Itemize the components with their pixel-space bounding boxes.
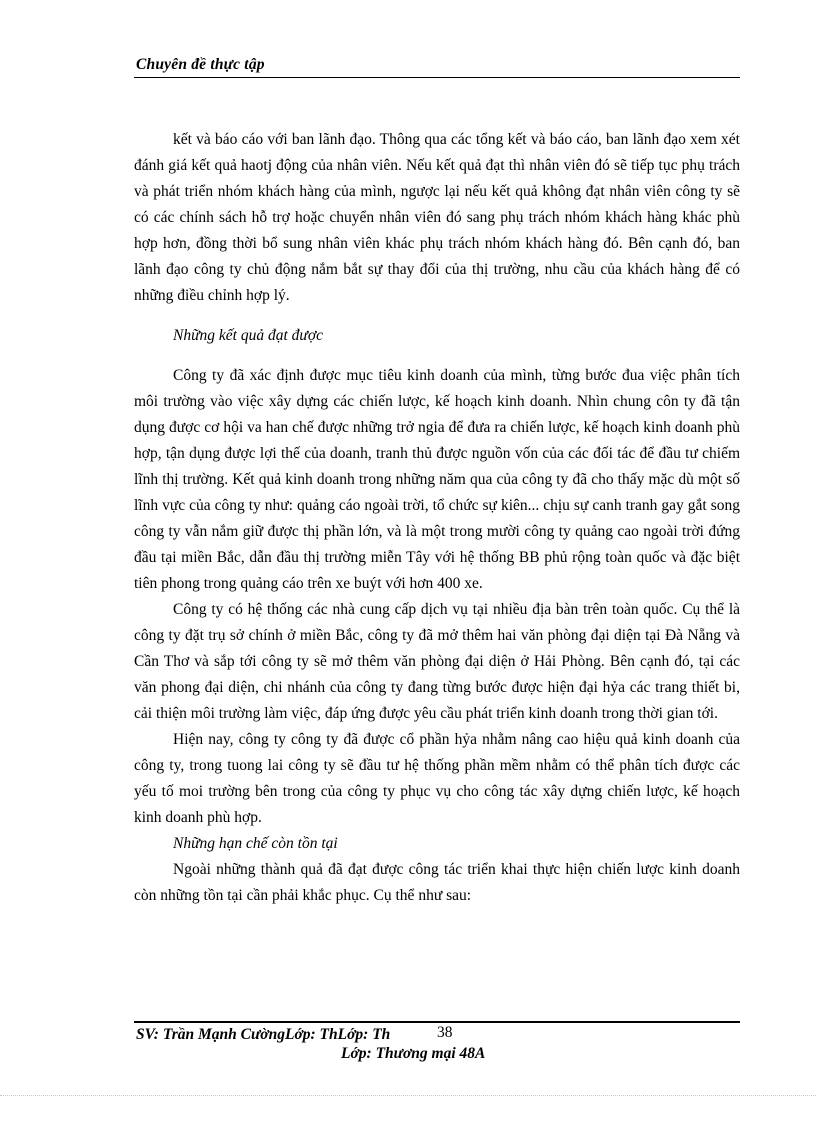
footer-class-line: Lớp: Thương mại 48A (341, 1045, 486, 1062)
section-heading-achievements: Những kết quả đạt được (173, 327, 324, 344)
page-number: 38 (437, 1024, 453, 1041)
paragraph-4: Hiện nay, công ty công ty đã được cổ phần hỷa nhằm nâng cao hiệu quả kinh doanh của công ty, trong tuong lai công ty sẽ đầu tư hệ thống phần mềm nhằm có thể phân tích được các yếu tố moi trường bên trong của công ty phục vụ cho công tác xây dựng chiến lược, kế hoạch kinh doanh phù hợp. (134, 731, 740, 826)
paragraph-3: Công ty có hệ thống các nhà cung cấp dịch vụ tại nhiều địa bàn trên toàn quốc. Cụ thể là công ty đặt trụ sở chính ở miền Bắc, công ty đã mở thêm hai văn phòng đại diện tại Đà Nẵng và Cần Thơ và sắp tới công ty sẽ mở thêm văn phòng đại diện ở Hải Phòng. Bên cạnh đó, tại các văn phong đại diện, chi nhánh của công ty đang từng bước được hiện đại hỷa các trang thiết bi, cải thiện môi trường làm việc, đáp ứng được yêu cầu phát triển kinh doanh trong thời gian tới. (134, 601, 740, 722)
document-body (134, 127, 740, 909)
page-edge-dotted-line (0, 1095, 816, 1096)
paragraph-5: Ngoài những thành quả đã đạt được công tác triển khai thực hiện chiến lược kinh doanh còn những tồn tại cần phải khắc phục. Cụ thể như sau: (134, 861, 740, 904)
header-divider (134, 77, 740, 78)
paragraph-1: kết và báo cáo với ban lãnh đạo. Thông qua các tổng kết và báo cáo, ban lãnh đạo xem xét đánh giá kết quả haotj động của nhân viên. Nếu kết quả đạt thì nhân viên đó sẽ tiếp tục phụ trách và phát triển nhóm khách hàng của mình, ngược lại nếu kết quả không đạt nhân viên công ty sẽ có các chính sách hỗ trợ hoặc chuyển nhân viên đó sang phụ trách nhóm khách hàng khác phù hợp hơn, đồng thời bổ sung nhân viên khác phụ trách nhóm khách hàng đó. Bên cạnh đó, ban lãnh đạo công ty chủ động nắm bắt sự thay đổi của thị trường, nhu cầu của khách hàng để có những điều chỉnh hợp lý. (134, 131, 740, 304)
footer-student-line: SV: Trần Mạnh CườngLớp: ThLớp: Th (136, 1026, 391, 1043)
paragraph-2: Công ty đã xác định được mục tiêu kinh doanh của mình, từng bước đua việc phân tích môi trường vào việc xây dựng các chiến lược, kế hoạch kinh doanh. Nhìn chung côn ty đã tận dụng được cơ hội va han chế được những trở ngia để đưa ra chiến lược, kế hoạch kinh doanh phù hợp, tận dụng được lợi thế của doanh, tranh thủ được nguồn vốn của các đối tác để đầu tư chiếm lĩnh thị trường. Kết quả kinh doanh trong những năm qua của công ty đã cho thấy mặc dù một số lĩnh vực của công ty như: quảng cáo ngoài trời, tổ chức sự kiên... chịu sự canh tranh gay gắt song công ty vẫn nắm giữ được thị phần lớn, và là một trong mười công ty quảng cao ngoài trời đứng đầu tại miền Bắc, dẫn đầu thị trường miễn Tây với hệ thống BB phủ rộng toàn quốc và đặc biệt tiên phong trong quảng cáo trên xe buýt với hơn 400 xe. (134, 367, 740, 592)
section-heading-limitations: Những hạn chế còn tồn tại (173, 835, 338, 852)
footer-divider (134, 1021, 740, 1023)
header-title: Chuyên đề thực tập (136, 56, 265, 73)
